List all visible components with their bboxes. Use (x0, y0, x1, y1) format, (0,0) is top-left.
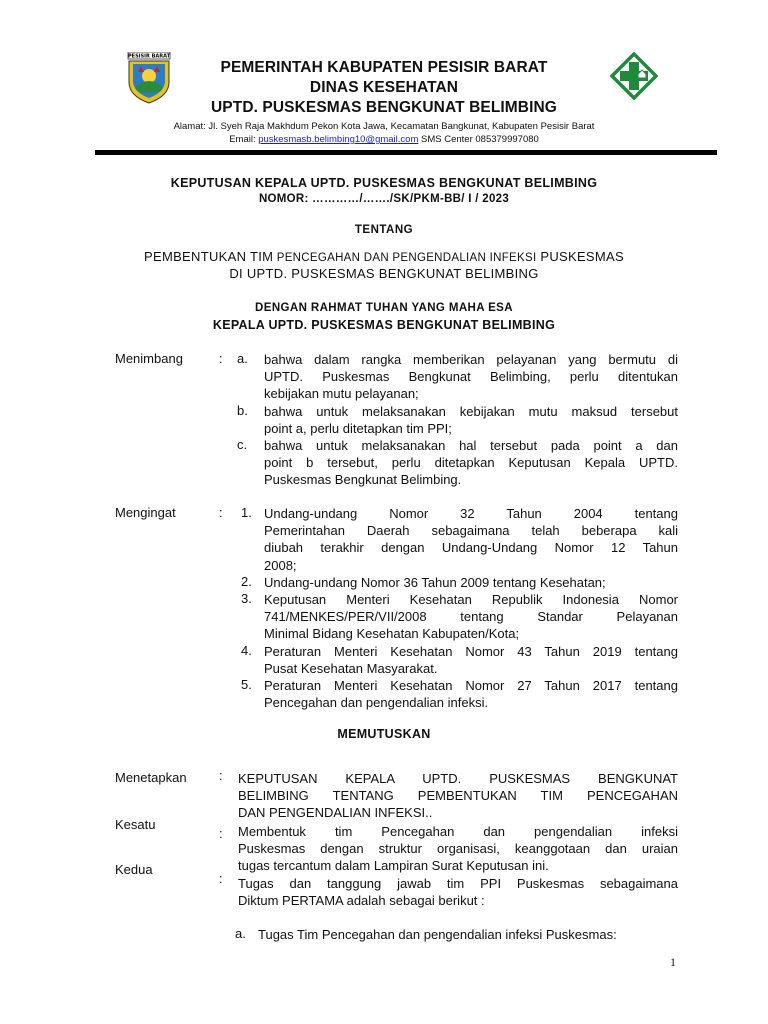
text-line: Tugas Tim Pencegahan dan pengendalian infeksi Puskesmas: (258, 927, 617, 942)
mengingat-marker-3: 3. (241, 591, 252, 606)
menimbang-label: Menimbang (115, 351, 183, 366)
menimbang-item-c (264, 437, 678, 489)
text-line: kebijakan mutu pelayanan; (264, 386, 419, 402)
menimbang-marker-a: a. (237, 351, 248, 366)
text-line: Peraturan Menteri Kesehatan Nomor 27 Tahun 2017 tentang (264, 678, 678, 693)
sms-center: SMS Center 085379997080 (418, 134, 539, 145)
emblem-caption: PESISIR BARAT (127, 53, 171, 60)
mengingat-item-4 (264, 643, 678, 677)
letterhead-office: DINAS KESEHATAN (309, 79, 459, 96)
mengingat-item-5 (264, 677, 678, 711)
decree-subject-line1 (0, 249, 768, 264)
kesatu-colon: : (219, 826, 223, 841)
kedua-sub-text (258, 926, 688, 943)
text-line: 2008; (264, 557, 297, 573)
text-line: 741/MENKES/PER/VII/2008 tentang Standar Pelayanan (264, 609, 678, 625)
text-line: Puskesmas Bengkunat Belimbing. (264, 472, 462, 488)
text-line: Undang-undang Nomor 36 Tahun 2009 tentang Kesehatan; (264, 575, 606, 590)
kedua-label: Kedua (115, 862, 153, 877)
letterhead-divider (95, 150, 717, 155)
decree-head: KEPALA UPTD. PUSKESMAS BENGKUNAT BELIMBING (212, 318, 556, 332)
page-number: 1 (670, 955, 676, 969)
menimbang-item-a (264, 351, 678, 403)
text-line: Diktum PERTAMA adalah sebagai berikut : (238, 893, 485, 909)
mengingat-item-2 (264, 574, 684, 591)
text-line: tugas tercantum dalam Lampiran Surat Keputusan ini. (238, 858, 549, 874)
email-link[interactable]: puskesmasb.belimbing10@gmail.com (258, 134, 419, 145)
menetapkan-colon: : (219, 768, 223, 783)
decree-title: KEPUTUSAN KEPALA UPTD. PUSKESMAS BENGKUNAT BELIMBING (170, 176, 598, 190)
mengingat-colon: : (219, 505, 223, 520)
mengingat-item-1 (264, 505, 678, 574)
text-line: bahwa dalam rangka memberikan pelayanan yang bermutu di (264, 352, 678, 367)
text-line: Keputusan Menteri Kesehatan Republik Indonesia Nomor (264, 592, 678, 607)
text-line: KEPUTUSAN KEPALA UPTD. PUSKESMAS BENGKUNAT (238, 771, 678, 786)
text-line: Puskesmas dengan struktur organisasi, keanggotaan dan uraian (238, 841, 678, 857)
menimbang-marker-b: b. (237, 403, 248, 418)
text-line: Tugas dan tanggung jawab tim PPI Puskesmas sebagaimana (238, 876, 678, 891)
letterhead-government: PEMERINTAH KABUPATEN PESISIR BARAT (220, 59, 548, 76)
decree-about: TENTANG (354, 224, 414, 236)
text-line: diubah terakhir dengan Undang-Undang Nomor 12 Tahun (264, 540, 678, 556)
subject-part-b: PENCEGAHAN DAN PENGENDALIAN INFEKSI (273, 252, 537, 264)
kedua-sub-marker: a. (235, 926, 246, 941)
text-line: DAN PENGENDALIAN INFEKSI.. (238, 805, 433, 821)
text-line: Undang-undang Nomor 32 Tahun 2004 tentang (264, 506, 678, 521)
subject-part-c: PUSKESMAS (536, 249, 624, 264)
menimbang-item-b (264, 403, 678, 437)
kedua-text (238, 875, 678, 909)
decree-grace: DENGAN RAHMAT TUHAN YANG MAHA ESA (255, 302, 513, 314)
letterhead-contact (0, 134, 768, 145)
text-line: Pencegahan dan pengendalian infeksi. (264, 695, 489, 711)
memutuskan-heading: MEMUTUSKAN (337, 727, 431, 741)
text-line: Peraturan Menteri Kesehatan Nomor 43 Tahun 2019 tentang (264, 644, 678, 659)
subject-part-a: PEMBENTUKAN TIM (144, 249, 274, 264)
text-line: Membentuk tim Pencegahan dan pengendalian infeksi (238, 824, 678, 839)
letterhead-unit: UPTD. PUSKESMAS BENGKUNAT BELIMBING (211, 99, 557, 116)
text-line: Pemerintahan Daerah sebagaimana telah beberapa kali (264, 523, 678, 539)
mengingat-label: Mengingat (115, 505, 176, 520)
text-line: Pusat Kesehatan Masyarakat. (264, 661, 438, 677)
decree-subject-line2: DI UPTD. PUSKESMAS BENGKUNAT BELIMBING (229, 266, 539, 281)
text-line: bahwa untuk melaksanakan hal tersebut pada point a dan (264, 438, 678, 453)
text-line: bahwa untuk melaksanakan kebijakan mutu maksud tersebut (264, 404, 678, 419)
menetapkan-text (238, 770, 678, 822)
text-line: point b tersebut, perlu ditetapkan Keputusan Kepala UPTD. (264, 455, 678, 471)
text-line: point a, perlu ditetapkan tim PPI; (264, 421, 452, 437)
mengingat-marker-5: 5. (241, 677, 252, 692)
menetapkan-label: Menetapkan (115, 770, 187, 785)
letterhead-address: Alamat: Jl. Syeh Raja Makhdum Pekon Kota Jawa, Kecamatan Bangkunat, Kabupaten Pesisir Barat (173, 121, 595, 132)
mengingat-item-3 (264, 591, 678, 643)
mengingat-marker-2: 2. (241, 574, 252, 589)
kedua-colon: : (219, 871, 223, 886)
decree-number: NOMOR: …………/……./SK/PKM-BB/ I / 2023 (258, 193, 510, 205)
text-line: BELIMBING TENTANG PEMBENTUKAN TIM PENCEGAHAN (238, 788, 678, 804)
menimbang-colon: : (219, 351, 223, 366)
text-line: Minimal Bidang Kesehatan Kabupaten/Kota; (264, 626, 520, 642)
email-label: Email: (229, 134, 259, 145)
mengingat-marker-1: 1. (241, 505, 252, 520)
mengingat-marker-4: 4. (241, 643, 252, 658)
kesatu-text (238, 823, 678, 875)
menimbang-marker-c: c. (237, 437, 248, 452)
text-line: UPTD. Puskesmas Bengkunat Belimbing, perlu ditentukan (264, 369, 678, 385)
kesatu-label: Kesatu (115, 817, 156, 832)
